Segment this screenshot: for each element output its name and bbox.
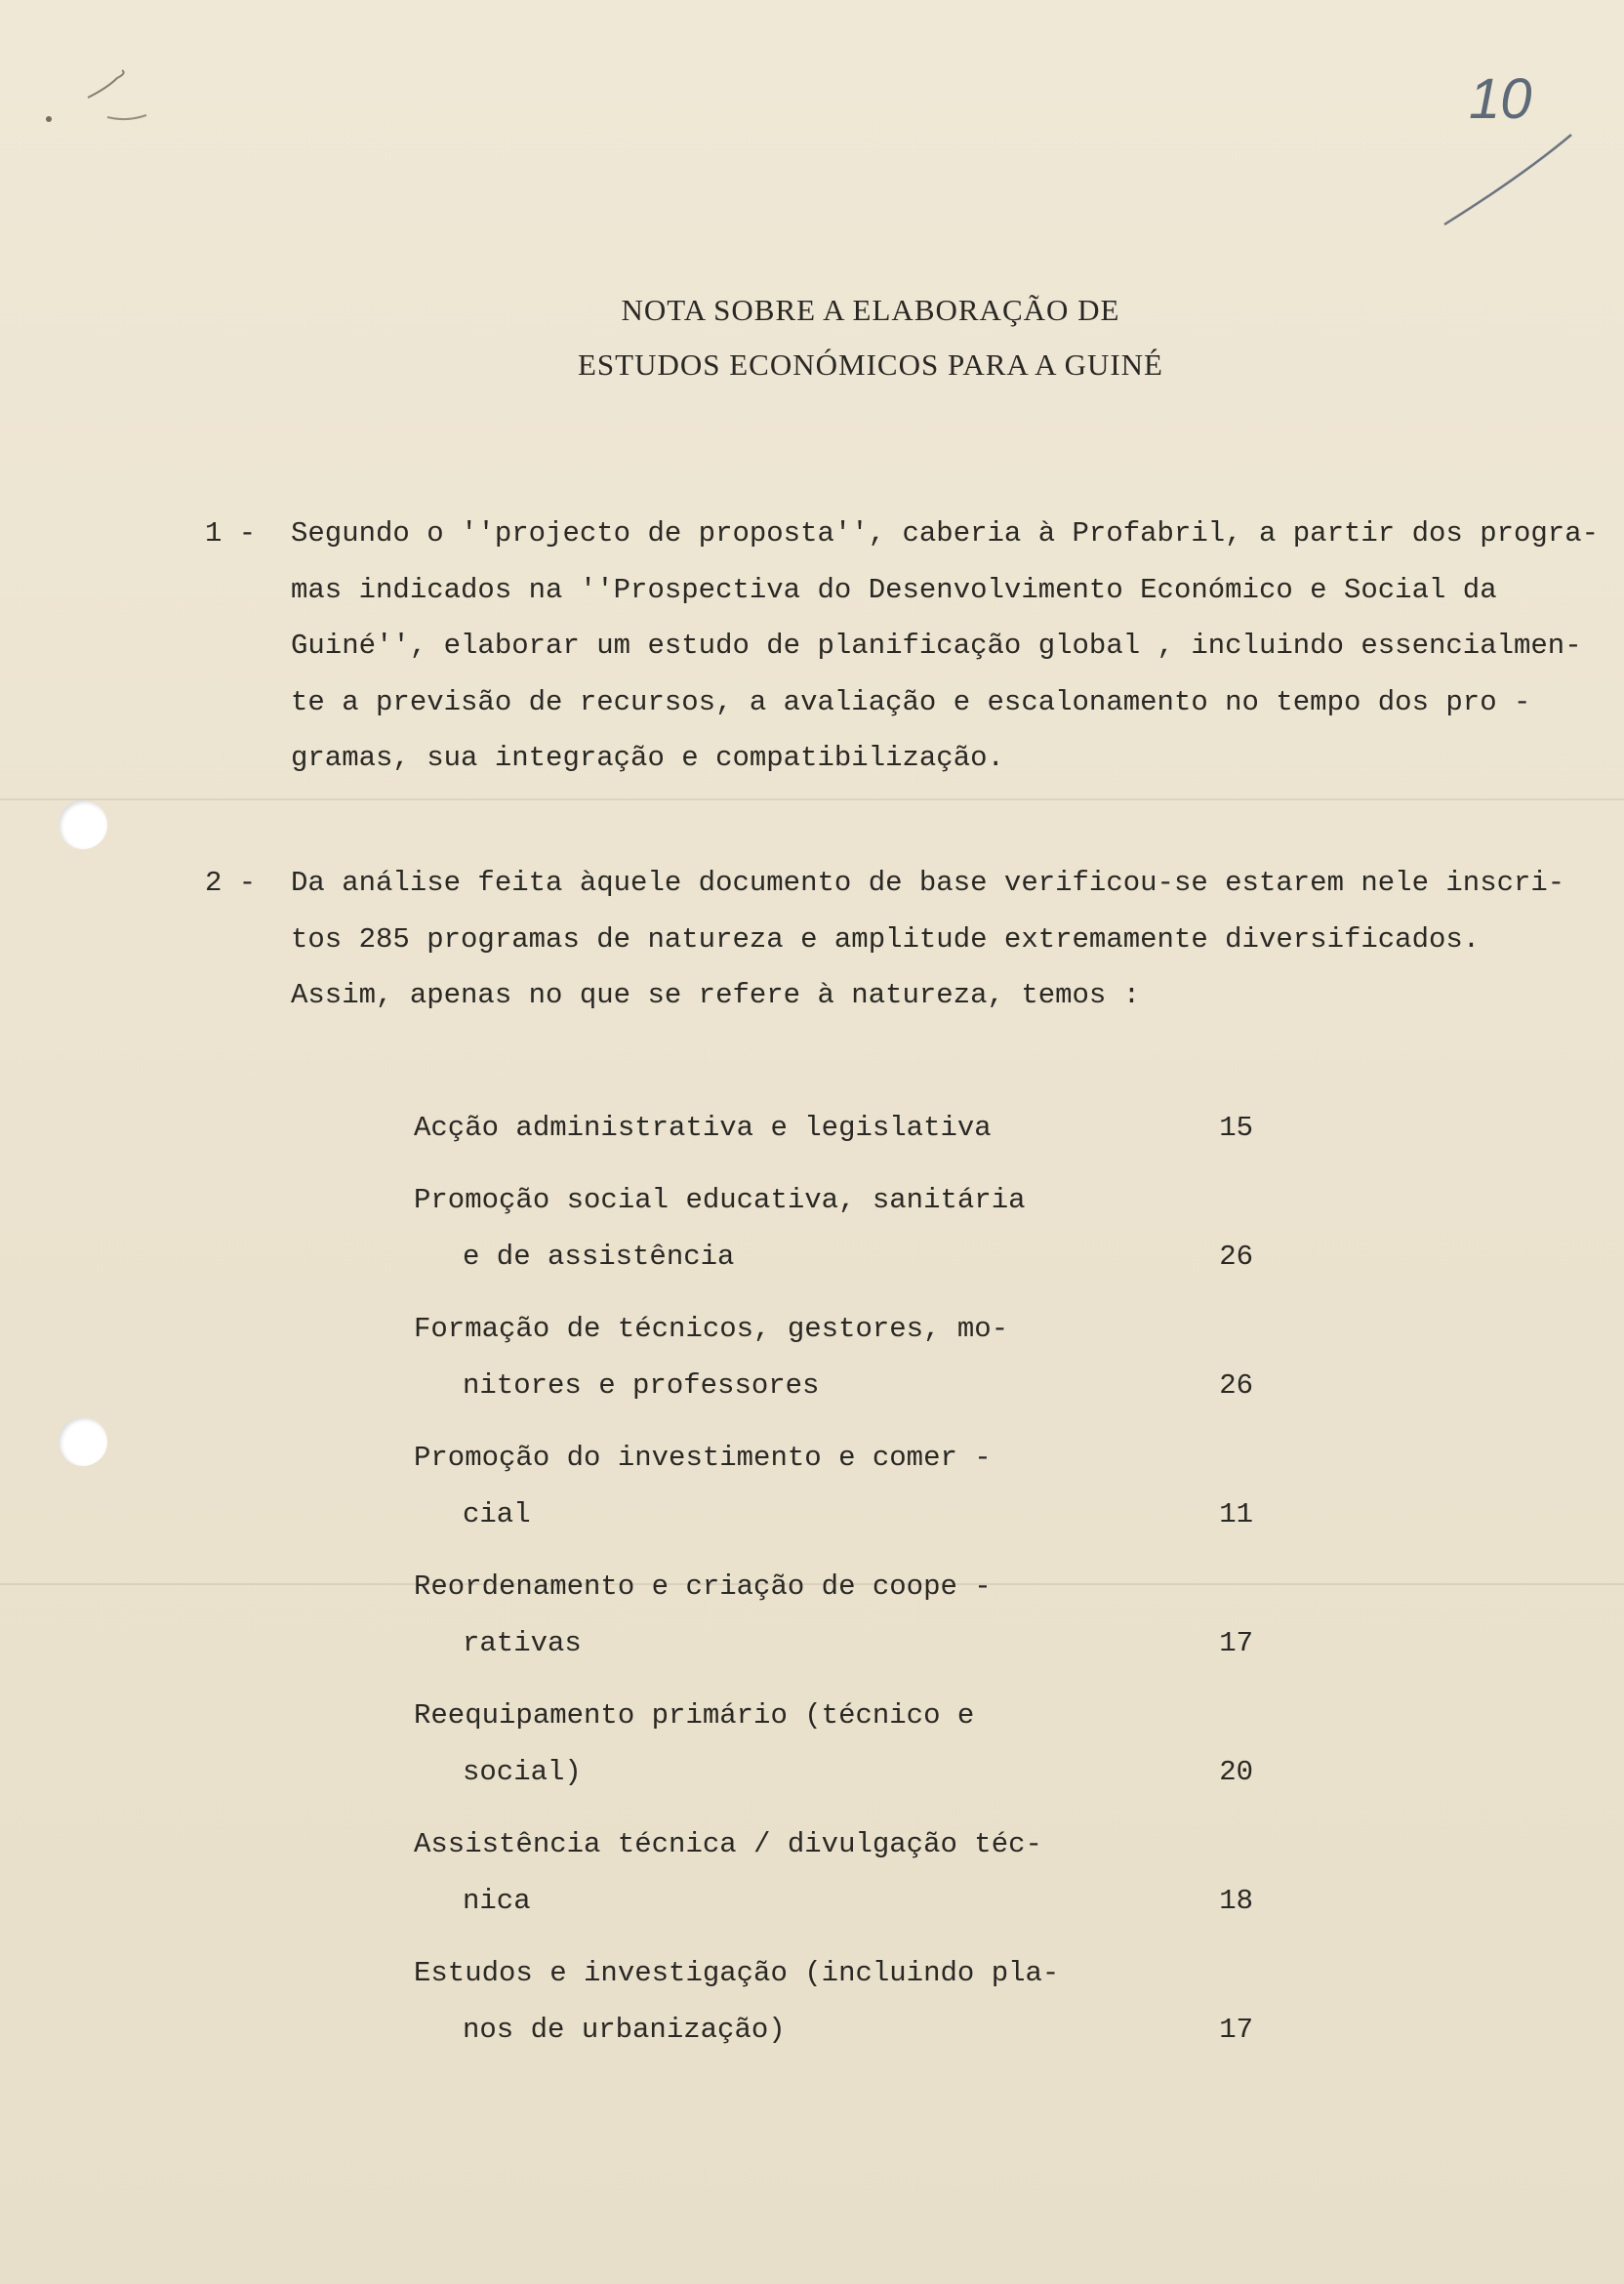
punch-hole [59, 800, 107, 849]
list-item [414, 1172, 1253, 1285]
program-list [414, 1100, 1253, 2074]
list-item-label: Formação de técnicos, gestores, mo- [414, 1313, 1009, 1345]
list-item-count: 18 [1219, 1885, 1253, 1917]
list-item-label: Reequipamento primário (técnico e [414, 1699, 975, 1732]
paragraph-line: te a previsão de recursos, a avaliação e escalonamento no tempo dos pro - [291, 685, 1531, 718]
page-number: 10 [1469, 67, 1532, 131]
paragraph-2 [205, 855, 1565, 1024]
paragraph-line: Segundo o ''projecto de proposta'', caberia à Profabril, a partir dos progra- [291, 517, 1600, 550]
list-item-label: Acção administrativa e legislativa [414, 1112, 992, 1144]
paragraph-line: Da análise feita àquele documento de base verificou-se estarem nele inscri- [291, 867, 1565, 899]
list-item-label: e de assistência [463, 1241, 735, 1273]
list-item-label: nos de urbanização) [463, 2014, 786, 2046]
list-item-count: 26 [1219, 1241, 1253, 1273]
document-title [0, 283, 1624, 392]
paragraph-line: Guiné'', elaborar um estudo de planificação global , incluindo essencialmen- [291, 630, 1582, 662]
list-item-label: nica [463, 1885, 531, 1917]
paper-fold-line [0, 798, 1624, 800]
paragraph-line: gramas, sua integração e compatibilização. [291, 742, 1004, 774]
punch-hole [59, 1417, 107, 1466]
paragraph-line: tos 285 programas de natureza e amplitude extremamente diversificados. [291, 922, 1481, 956]
staple-mark-icon [39, 49, 166, 137]
list-item [414, 1688, 1253, 1801]
list-item-count: 17 [1219, 2014, 1253, 2046]
list-item-label: Estudos e investigação (incluindo pla- [414, 1957, 1060, 1989]
list-item-label: social) [463, 1756, 582, 1788]
list-item-count: 11 [1219, 1498, 1253, 1530]
list-item-label: Promoção do investimento e comer - [414, 1442, 992, 1474]
title-line: ESTUDOS ECONÓMICOS PARA A GUINÉ [577, 347, 1163, 382]
list-item-label: Reordenamento e criação de coope - [414, 1570, 992, 1603]
list-item [414, 1301, 1253, 1414]
list-item-label: Promoção social educativa, sanitária [414, 1184, 1026, 1216]
paragraph-1 [205, 506, 1600, 787]
list-item-count: 17 [1219, 1627, 1253, 1659]
list-item [414, 1816, 1253, 1930]
list-item-label: nitores e professores [463, 1369, 820, 1402]
list-item-count: 15 [1219, 1112, 1253, 1144]
list-item [414, 1559, 1253, 1672]
list-item [414, 1430, 1253, 1543]
list-item-label: cial [463, 1498, 531, 1530]
list-item-count: 20 [1219, 1756, 1253, 1788]
paragraph-line: Assim, apenas no que se refere à natureza, temos : [291, 979, 1141, 1011]
handwritten-slash-icon [1435, 127, 1591, 234]
list-item-count: 26 [1219, 1369, 1253, 1402]
list-item [414, 1945, 1253, 2059]
paragraph-line: mas indicados na ''Prospectiva do Desenvolvimento Económico e Social da [291, 573, 1497, 606]
list-item-label: Assistência técnica / divulgação téc- [414, 1828, 1042, 1860]
paragraph-number: 2 - [205, 867, 257, 899]
list-item-label: rativas [463, 1627, 582, 1659]
paragraph-number: 1 - [205, 517, 257, 550]
list-item [414, 1100, 1253, 1157]
title-line: NOTA SOBRE A ELABORAÇÃO DE [621, 293, 1120, 327]
